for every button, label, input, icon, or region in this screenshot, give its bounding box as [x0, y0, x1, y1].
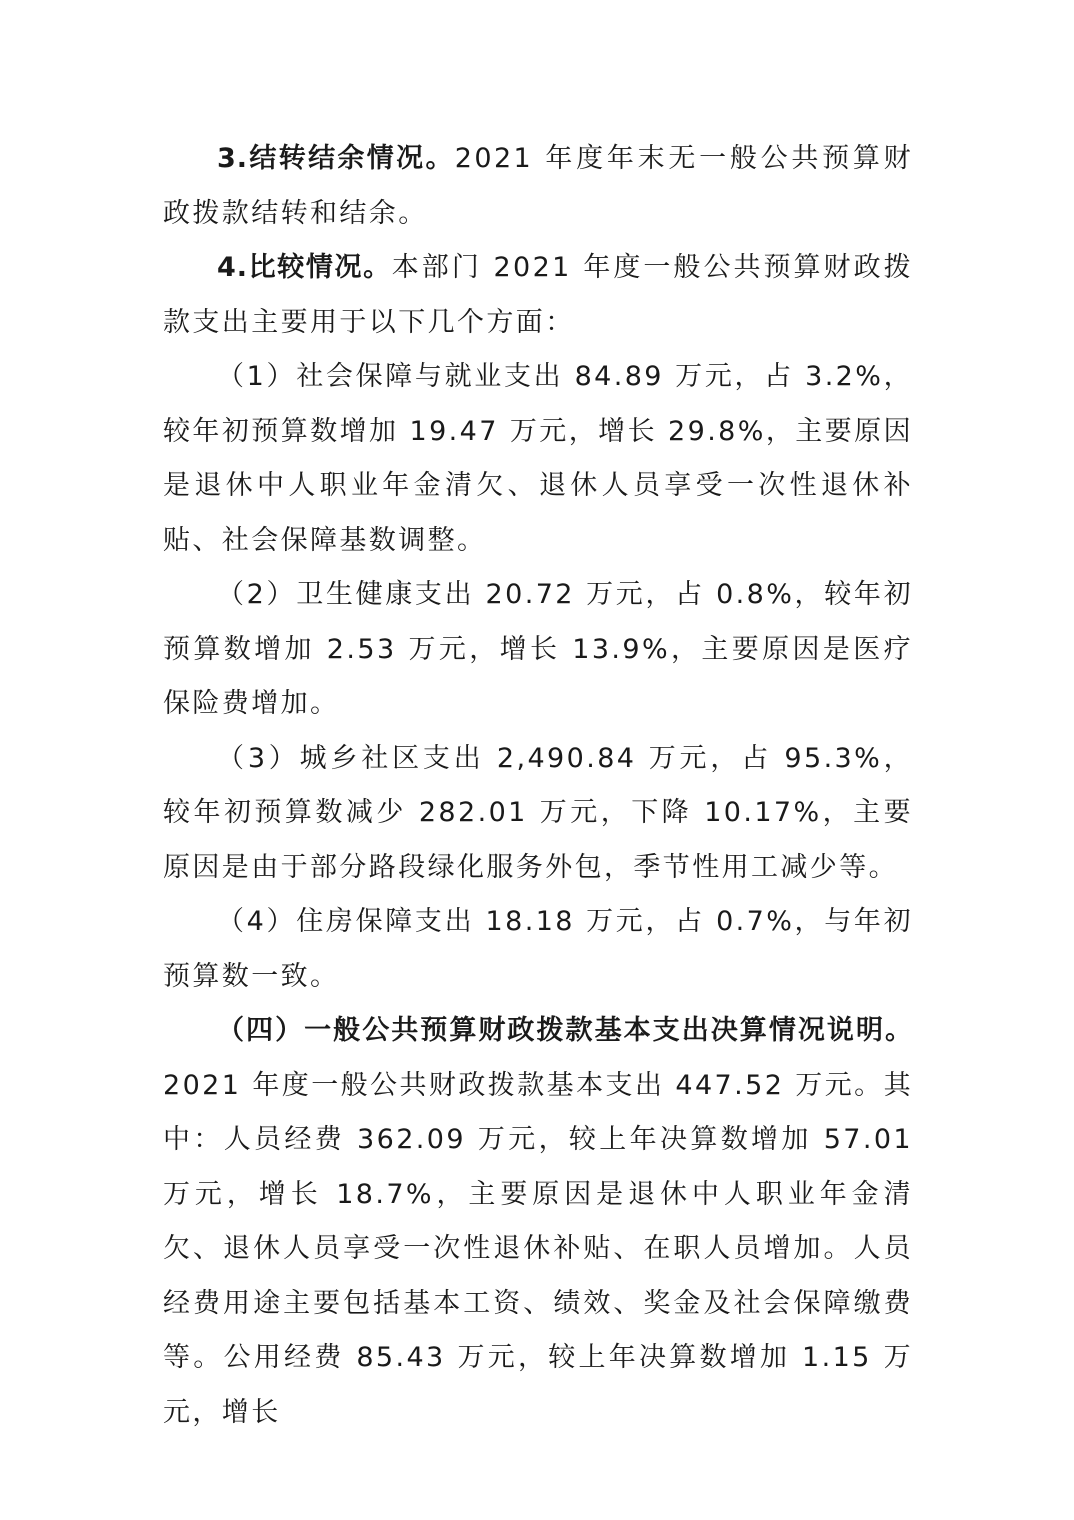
document-body	[163, 132, 913, 1440]
paragraph-comparison	[163, 241, 913, 350]
section-heading-comparison: 4.比较情况。	[217, 252, 392, 283]
paragraph-housing	[163, 895, 913, 1004]
section-heading-basic-expenditure: （四）一般公共预算财政拨款基本支出决算情况说明。	[217, 1015, 913, 1046]
paragraph-text-carryover: 2021 年度年末无一般公共预算财政拨款结转和结余。	[163, 143, 913, 229]
paragraph-text-comparison: 本部门 2021 年度一般公共预算财政拨款支出主要用于以下几个方面：	[163, 252, 913, 338]
section-heading-carryover: 3.结转结余情况。	[217, 143, 455, 174]
paragraph-carryover-balance	[163, 132, 913, 241]
paragraph-health	[163, 568, 913, 732]
paragraph-text-housing: （4）住房保障支出 18.18 万元，占 0.7%，与年初预算数一致。	[163, 906, 913, 992]
paragraph-urban-rural	[163, 732, 913, 896]
paragraph-text-basic-expenditure: 2021 年度一般公共财政拨款基本支出 447.52 万元。其中：人员经费 362.09 万元，较上年决算数增加 57.01 万元，增长 18.7%，主要原因是退休中人职业年金清欠、退休人员享受一次性退休补贴、在职人员增加。人员经费用途主要包括基本工资、绩效、奖金及社会保障缴费等。公用经费 85.43 万元，较上年决算数增加 1.15 万元，增长	[163, 1069, 913, 1428]
paragraph-basic-expenditure	[163, 1004, 913, 1440]
paragraph-text-social-security: （1）社会保障与就业支出 84.89 万元，占 3.2%，较年初预算数增加 19.47 万元，增长 29.8%，主要原因是退休中人职业年金清欠、退休人员享受一次性退休补贴、社会保障基数调整。	[163, 361, 913, 556]
paragraph-text-urban-rural: （3）城乡社区支出 2,490.84 万元，占 95.3%，较年初预算数减少 282.01 万元，下降 10.17%，主要原因是由于部分路段绿化服务外包，季节性用工减少等。	[163, 742, 913, 883]
paragraph-social-security	[163, 350, 913, 568]
paragraph-text-health: （2）卫生健康支出 20.72 万元，占 0.8%，较年初预算数增加 2.53 万元，增长 13.9%，主要原因是医疗保险费增加。	[163, 579, 913, 719]
